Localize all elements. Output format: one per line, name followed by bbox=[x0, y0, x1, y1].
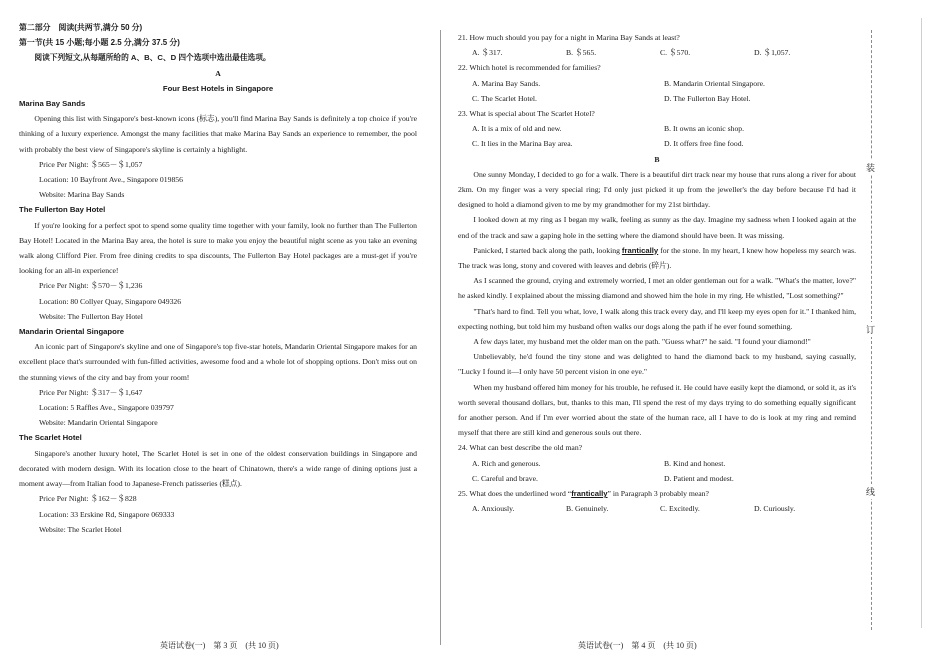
hotel-name: Mandarin Oriental Singapore bbox=[19, 327, 125, 337]
section-title: 第一节(共 15 小题;每小题 2.5 分,满分 37.5 分) bbox=[19, 38, 180, 48]
option: D. The Fullerton Bay Hotel. bbox=[664, 93, 751, 103]
option: A. Anxiously. bbox=[472, 504, 515, 514]
left-page-column bbox=[19, 20, 417, 537]
instruction: 阅读下列短文,从每题所给的 A、B、C、D 四个选项中选出最佳选项。 bbox=[34, 53, 271, 63]
hotel-location: Location: 33 Erskine Rd, Singapore 069333 bbox=[39, 509, 175, 519]
hotel-website: Website: The Scarlet Hotel bbox=[39, 524, 122, 534]
question-23-options-row1 bbox=[458, 121, 856, 136]
hotel-description: An iconic part of Singapore's skyline and one of Singapore's top five-star hotels, Mandarin Oriental Singapore makes for an excellent place that's surrounded with fun-filled activities, awesome food and a whole lot of shopping options. Don't miss out on the stunning views of the city and bay from your room! bbox=[19, 342, 417, 382]
question-text: 25. What does the underlined word “ bbox=[458, 489, 572, 499]
option: C. It lies in the Marina Bay area. bbox=[472, 139, 573, 149]
question-23: 23. What is special about The Scarlet Hotel? bbox=[458, 109, 595, 119]
hotel-name: The Scarlet Hotel bbox=[19, 433, 82, 443]
story-paragraph: Unbelievably, he'd found the tiny stone and was delighted to hand the diamond back to my husband, saying casually, "Lucky I found it—I only have 50 percent vision in one eye." bbox=[458, 352, 856, 377]
hotel-website: Website: The Fullerton Bay Hotel bbox=[39, 311, 143, 321]
page-footer-left: 英语试卷(一) 第 3 页 (共 10 页) bbox=[160, 641, 279, 650]
binding-mark: 线 bbox=[866, 484, 875, 499]
story-paragraph: When my husband offered him money for his trouble, he refused it. He could have easily kept the diamond, or sold it, as it's worth several thousand dollars, but, thanks to this man, I'll spend the rest of my days trying to do something equally significant for another person. And if I'm ever worried about the state of the human race, all I have to do is look at my ring and remind myself that there are still kind and generous souls out there. bbox=[458, 382, 856, 438]
page-footer-right: 英语试卷(一) 第 4 页 (共 10 页) bbox=[578, 641, 697, 650]
option: D. It offers free fine food. bbox=[664, 139, 744, 149]
part-title: 第二部分 阅读(共两节,满分 50 分) bbox=[19, 23, 143, 32]
option: C. ＄570. bbox=[660, 48, 691, 58]
question-24-options-row2 bbox=[458, 471, 856, 486]
hotel-price: Price Per Night: ＄317－＄1,647 bbox=[39, 387, 143, 397]
hotel-location: Location: 5 Raffles Ave., Singapore 039797 bbox=[39, 403, 174, 413]
option: D. Curiously. bbox=[754, 504, 796, 514]
story-text: for the stone. In my heart, I knew how hopeless my search was. The track was long, stony and covered with leaves and debris (碎片). bbox=[458, 245, 857, 271]
option: A. Marina Bay Sands. bbox=[472, 78, 541, 88]
underlined-word: frantically bbox=[621, 245, 659, 255]
hotel-description: Singapore's another luxury hotel, The Scarlet Hotel is set in one of the oldest conservation buildings in Singapore and decorated with modern design. With its location close to the heart of Chinatown, there's a wide range of dining options just a moment away—from Italian food to Japanese-French patisseries (糕点). bbox=[19, 448, 417, 489]
hotel-price: Price Per Night: ＄162－＄828 bbox=[39, 494, 137, 504]
hotel-location: Location: 10 Bayfront Ave., Singapore 019856 bbox=[39, 175, 183, 185]
option: B. It owns an iconic shop. bbox=[664, 124, 745, 134]
option: C. The Scarlet Hotel. bbox=[472, 93, 537, 103]
option: A. It is a mix of old and new. bbox=[472, 124, 562, 134]
passage-letter-b: B bbox=[654, 154, 660, 164]
story-paragraph: A few days later, my husband met the older man on the path. "Guess what?" he said. "I found your diamond!" bbox=[473, 337, 811, 347]
binding-mark: 装 bbox=[866, 160, 875, 175]
option: A. ＄317. bbox=[472, 48, 503, 58]
hotel-location: Location: 80 Collyer Quay, Singapore 049326 bbox=[39, 296, 182, 306]
option: A. Rich and generous. bbox=[472, 458, 541, 468]
page-edge-line bbox=[921, 18, 922, 628]
question-22: 22. Which hotel is recommended for families? bbox=[458, 63, 601, 73]
passage-letter-a: A bbox=[215, 68, 221, 78]
question-22-options-row2 bbox=[458, 91, 856, 106]
story-paragraph: As I scanned the ground, crying and extremely worried, I met an older gentleman out for a walk. "What's the matter, love?" he asked kindly. I explained about the missing diamond and showed him the hole in my ring. He whistled, "Lost something?" bbox=[458, 276, 856, 301]
story-paragraph: "That's hard to find. Tell you what, love, I walk along this track every day, and I'll keep my eyes open for it." I thanked him, expecting nothing, but told him my husband often walks our dogs along the path if he ever found something. bbox=[458, 306, 856, 331]
hotel-website: Website: Mandarin Oriental Singapore bbox=[39, 418, 158, 428]
question-21-options bbox=[458, 45, 856, 60]
option: C. Excitedly. bbox=[660, 504, 700, 514]
hotel-price: Price Per Night: ＄570－＄1,236 bbox=[39, 281, 143, 291]
option: D. ＄1,057. bbox=[754, 48, 791, 58]
story-text: Panicked, I started back along the path, looking bbox=[473, 245, 620, 255]
question-24: 24. What can best describe the old man? bbox=[458, 443, 583, 453]
hotel-website: Website: Marina Bay Sands bbox=[39, 190, 125, 200]
hotel-name: Marina Bay Sands bbox=[19, 99, 86, 109]
hotel-description: Opening this list with Singapore's best-known icons (标志), you'll find Marina Bay Sands is definitely a top choice if you're thinking of a luxury experience. Amongst the many facilities that make Marina Bay Sands an experience to remember, the pool with probably the best view of Singapore's skyline is certainly a highlight. bbox=[19, 114, 417, 154]
hotel-price: Price Per Night: ＄565－＄1,057 bbox=[39, 159, 143, 169]
story-paragraph bbox=[458, 243, 856, 273]
question-24-options-row1 bbox=[458, 456, 856, 471]
option: C. Careful and brave. bbox=[472, 473, 538, 483]
underlined-word: frantically bbox=[571, 489, 608, 499]
option: B. ＄565. bbox=[566, 48, 597, 58]
option: B. Mandarin Oriental Singapore. bbox=[664, 78, 765, 88]
question-22-options-row1 bbox=[458, 76, 856, 91]
question-25 bbox=[458, 486, 856, 501]
story-paragraph: One sunny Monday, I decided to go for a walk. There is a beautiful dirt track near my house that runs along a river for about 2km. On my finger was a very special ring; I'd only just picked it up from the jeweller's the day before because I'd had it designed to hold a diamond given to me by my grandmother for my 21st birthday. bbox=[458, 169, 856, 210]
option: D. Patient and modest. bbox=[664, 473, 734, 483]
question-25-options bbox=[458, 501, 856, 516]
question-21: 21. How much should you pay for a night in Marina Bay Sands at least? bbox=[458, 33, 680, 42]
passage-title: Four Best Hotels in Singapore bbox=[162, 83, 274, 93]
question-23-options-row2 bbox=[458, 136, 856, 151]
option: B. Kind and honest. bbox=[664, 458, 726, 468]
right-page-column bbox=[458, 30, 856, 517]
binding-mark: 订 bbox=[866, 322, 875, 337]
story-paragraph: I looked down at my ring as I began my walk, feeling as sunny as the day. Imagine my sadness when I looked again at the end of the track and saw a gaping hole in the setting where the diamond should have been. It was missing. bbox=[458, 215, 856, 240]
hotel-name: The Fullerton Bay Hotel bbox=[19, 205, 106, 215]
page-divider bbox=[440, 30, 441, 645]
option: B. Genuinely. bbox=[566, 504, 609, 514]
hotel-description: If you're looking for a perfect spot to spend some quality time together with your family, look no further than The Fullerton Bay Hotel! Located in the Marina Bay area, the hotel is sure to make you enjoy the beautiful night scene as you take an evening walk along Clifford Pier. From free dining credits to spa discounts, The Fullerton Bay Hotel packages are a must-get if you're looking for an all-in experience! bbox=[19, 220, 417, 276]
question-text: ” in Paragraph 3 probably mean? bbox=[607, 489, 709, 499]
